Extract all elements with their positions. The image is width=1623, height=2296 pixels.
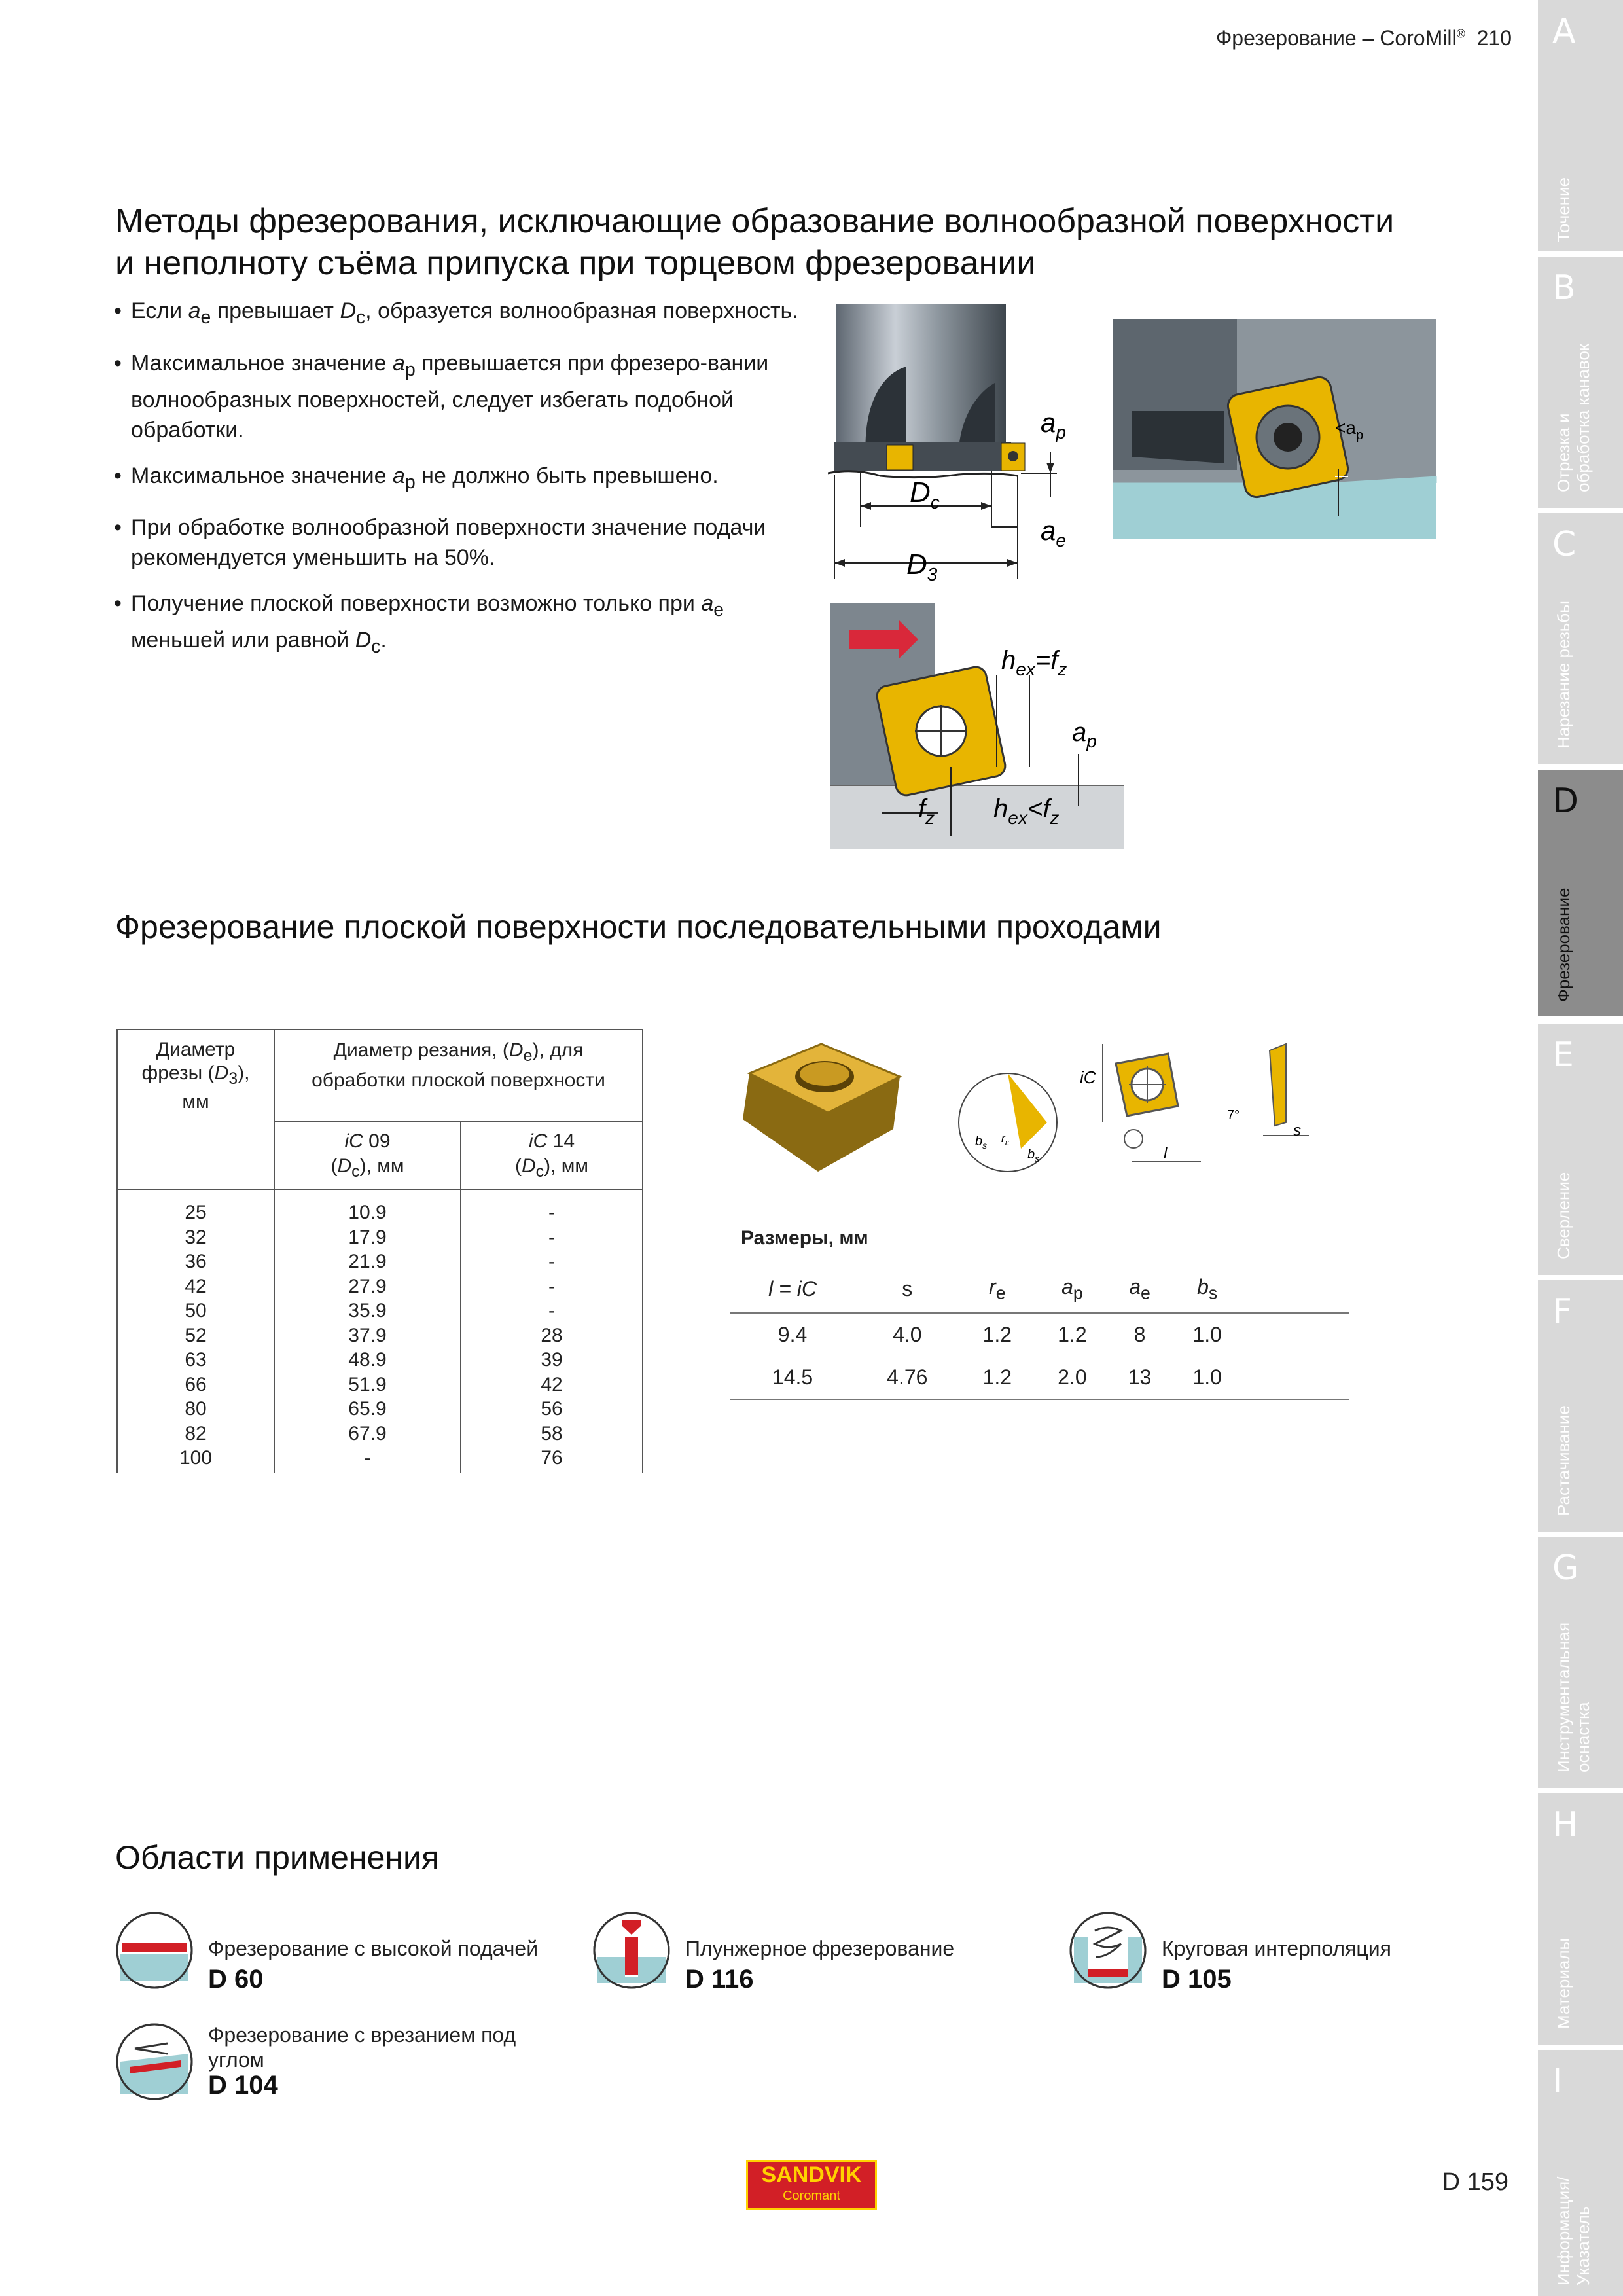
rs-label: $r_\varepsilon$	[1001, 1132, 1009, 1147]
header-re	[960, 1270, 1035, 1313]
arrow-head	[981, 502, 991, 510]
var: iC	[344, 1130, 363, 1153]
tab-b[interactable]	[1538, 257, 1623, 508]
tab-e[interactable]	[1538, 1024, 1623, 1275]
col-ic09-values	[274, 1189, 461, 1473]
angle-label: 7°	[1227, 1108, 1240, 1122]
text: l = iC	[768, 1277, 817, 1301]
header-title: Фрезерование – CoroMill	[1215, 26, 1457, 50]
cell: -	[548, 1275, 555, 1297]
application-ref[interactable]: D 60	[208, 1965, 264, 1994]
arrow-head	[1007, 559, 1018, 567]
text: Максимальное значение	[131, 463, 393, 488]
insert	[887, 445, 913, 470]
section1-title-line2: и неполноту съёма припуска при торцевом фрезеровании	[115, 244, 1036, 282]
cell: 1.2	[1058, 1323, 1087, 1347]
text: (	[514, 1155, 522, 1177]
col-ic14-values	[461, 1189, 643, 1473]
sub: e	[995, 1283, 1006, 1303]
s-label: s	[1293, 1122, 1301, 1139]
var: D	[340, 298, 356, 323]
tab-label: Нарезание резьбы	[1554, 601, 1573, 749]
text: ), мм	[544, 1155, 589, 1177]
cell: 48.9	[348, 1349, 387, 1371]
cutter-rim	[834, 442, 1011, 471]
d3-label: $D_3$	[906, 548, 938, 584]
cell: 28	[541, 1324, 563, 1346]
insert-geometry-drawing	[955, 1024, 1329, 1178]
tab-letter: H	[1552, 1805, 1578, 1844]
tab-label: Точение	[1554, 177, 1573, 242]
cell: 1.2	[982, 1323, 1012, 1347]
application-plunge[interactable]	[592, 1911, 1063, 2003]
lt-ap-label: $<a_p$	[1335, 418, 1364, 442]
arrow-head	[861, 502, 871, 510]
header-bs	[1169, 1270, 1245, 1313]
tab-letter: E	[1552, 1035, 1574, 1075]
cell: 36	[185, 1251, 207, 1272]
table-row	[730, 1356, 1349, 1399]
bullet-1	[114, 296, 801, 332]
application-circular-interpolation[interactable]	[1069, 1911, 1527, 2003]
text: Максимальное значение	[131, 350, 393, 376]
sub: c	[356, 306, 366, 328]
cell: 76	[541, 1447, 563, 1469]
cell: -	[548, 1251, 555, 1272]
bullet-4	[114, 512, 801, 573]
cell: 2.0	[1035, 1356, 1110, 1399]
bullet-3	[114, 461, 801, 497]
cell: 1.0	[1192, 1323, 1222, 1347]
application-high-feed[interactable]	[115, 1911, 586, 2003]
cell: 82	[185, 1422, 207, 1444]
insert-hole-inner	[800, 1062, 849, 1086]
tab-d[interactable]	[1538, 770, 1623, 1016]
dimensions-title: Размеры, мм	[741, 1227, 868, 1249]
cell: 66	[185, 1373, 207, 1395]
cell: 100	[179, 1447, 213, 1469]
cell: -	[364, 1447, 371, 1469]
hex-eq-fz-label: $h_{ex}=f_z$	[1001, 646, 1067, 679]
plunge-milling-icon	[592, 1911, 671, 1990]
chip-thickness-diagram	[830, 603, 1124, 849]
text: превышается при фрезеро-вании волнообразных поверхностей, следует избегать подобной обработки.	[131, 350, 769, 442]
cell: 17.9	[348, 1226, 387, 1248]
tab-label: Инструментальная оснастка	[1554, 1622, 1593, 1772]
bullet-5	[114, 588, 801, 662]
bs-label: $b_s$	[975, 1134, 988, 1151]
tab-letter: I	[1552, 2062, 1563, 2101]
text: мм	[182, 1091, 209, 1113]
text: 09	[363, 1130, 391, 1153]
arrow-head	[1046, 463, 1054, 473]
var: D	[521, 1155, 536, 1177]
high-feed-milling-icon	[115, 1911, 194, 1990]
running-header	[1113, 26, 1512, 50]
cell: 27.9	[348, 1275, 387, 1297]
cell: 8	[1133, 1323, 1146, 1347]
bullet-list	[114, 296, 801, 677]
text: 14	[547, 1130, 575, 1153]
text: , образуется волнообразная поверхность.	[365, 298, 798, 323]
sandvik-logo	[746, 2160, 877, 2210]
tab-label: Материалы	[1554, 1937, 1573, 2029]
section2-title: Фрезерование плоской поверхности последовательными проходами	[115, 908, 1162, 945]
tab-letter: D	[1552, 781, 1579, 821]
var: D	[355, 628, 372, 653]
application-ref[interactable]: D 116	[685, 1965, 754, 1994]
application-ramping[interactable]	[115, 2022, 586, 2114]
cell: 4.76	[855, 1356, 959, 1399]
tab-i[interactable]	[1538, 2050, 1623, 2296]
bullet-2	[114, 348, 801, 445]
tab-label: Отрезка и обработка канавок	[1554, 343, 1593, 492]
var: D	[214, 1062, 229, 1084]
text: Диаметр резания, (	[333, 1039, 509, 1061]
ap-label: $a_p$	[1041, 407, 1066, 442]
fz-label: $f_z$	[918, 795, 935, 828]
sub: p	[404, 359, 416, 380]
detail-marker	[1124, 1130, 1143, 1148]
bs-label: $b_s$	[1027, 1147, 1040, 1164]
chapter-tabs	[1538, 0, 1623, 2296]
sub: p	[404, 471, 416, 493]
application-label: Фрезерование с врезанием под углом	[208, 2023, 516, 2072]
cell: 80	[185, 1398, 207, 1420]
cell: 52	[185, 1324, 207, 1346]
col-header-cutting-diameter	[274, 1030, 643, 1122]
cell: 10.9	[348, 1202, 387, 1223]
sub: p	[1073, 1283, 1083, 1303]
sub: 3	[228, 1069, 238, 1088]
var: a	[188, 298, 201, 323]
registered-mark: ®	[1456, 27, 1465, 41]
col-header-cutter-diameter	[117, 1030, 274, 1189]
hex-lt-fz-label: $h_{ex}<f_z$	[993, 795, 1060, 828]
cell: 63	[185, 1349, 207, 1371]
logo-brand: SANDVIK	[761, 2162, 862, 2187]
dimensions-table	[730, 1270, 1349, 1400]
var: D	[508, 1039, 524, 1061]
text: ),	[238, 1062, 250, 1084]
tab-letter: C	[1552, 525, 1577, 564]
cell: 37.9	[348, 1324, 387, 1346]
cell: 39	[541, 1349, 563, 1371]
cell: 14.5	[730, 1356, 855, 1399]
text: b	[1197, 1275, 1209, 1299]
section1-title	[115, 200, 1522, 284]
cell: -	[548, 1226, 555, 1248]
tab-letter: F	[1552, 1292, 1572, 1331]
cell: 1.2	[960, 1356, 1035, 1399]
insert-screw	[1008, 451, 1018, 461]
tab-a[interactable]	[1538, 0, 1623, 251]
application-ref[interactable]: D 104	[208, 2071, 278, 2100]
cell: 35.9	[348, 1300, 387, 1321]
torx-screw	[1274, 423, 1302, 452]
text: ), мм	[359, 1155, 404, 1177]
cell: 4.0	[893, 1323, 922, 1347]
cell: 32	[185, 1226, 207, 1248]
insert-depth-diagram	[1113, 319, 1440, 539]
l-label: l	[1164, 1145, 1168, 1162]
text: Если	[131, 298, 188, 323]
var: a	[393, 463, 405, 488]
header-s	[855, 1270, 959, 1313]
application-ref[interactable]: D 105	[1162, 1965, 1232, 1994]
tab-label: Информация/ Указатель	[1554, 2176, 1593, 2286]
subheader-ic09	[274, 1122, 461, 1189]
page-number: D 159	[1442, 2168, 1508, 2196]
cell: 50	[185, 1300, 207, 1321]
col-cutter-diameter-values	[117, 1189, 274, 1473]
section1-title-line1: Методы фрезерования, исключающие образование волнообразной поверхности	[115, 202, 1395, 240]
cell: 13	[1110, 1356, 1170, 1399]
tab-label: Фрезерование	[1554, 888, 1573, 1002]
tab-letter: B	[1552, 268, 1576, 308]
sub: e	[200, 306, 211, 328]
cell: 9.4	[777, 1323, 808, 1347]
text: превышает	[211, 298, 340, 323]
text: Диаметр	[156, 1039, 236, 1060]
ap-label: $a_p$	[1072, 718, 1097, 751]
cell: 1.0	[1169, 1356, 1245, 1399]
text: фрезы (	[141, 1062, 215, 1084]
ic-label: iC	[1080, 1067, 1096, 1087]
header-ae	[1110, 1270, 1170, 1313]
text: При обработке волнообразной поверхности значение подачи рекомендуется уменьшить на 50%.	[131, 515, 766, 571]
application-label: Плунжерное фрезерование	[685, 1937, 955, 1960]
text: a	[1129, 1275, 1141, 1299]
dc-label: $D_c$	[910, 476, 940, 512]
cell: 21.9	[348, 1251, 387, 1272]
tab-label: Сверление	[1554, 1172, 1573, 1259]
application-label: Круговая интерполяция	[1162, 1937, 1391, 1960]
sub: c	[351, 1162, 360, 1181]
var: iC	[528, 1130, 548, 1153]
var: a	[393, 350, 405, 376]
table-row	[730, 1313, 1349, 1356]
circular-interpolation-icon	[1069, 1911, 1147, 1990]
text: Получение плоской поверхности возможно только при	[131, 591, 702, 617]
cell: 58	[541, 1422, 563, 1444]
sub: c	[535, 1162, 544, 1181]
header-page: 210	[1476, 26, 1512, 50]
tab-letter: A	[1552, 12, 1576, 51]
insert-3d-image	[730, 1037, 910, 1175]
var: a	[701, 591, 714, 617]
tab-letter: G	[1552, 1549, 1579, 1588]
var: D	[337, 1155, 352, 1177]
text: ), для	[532, 1039, 584, 1061]
cell: -	[548, 1202, 555, 1223]
cell: 25	[185, 1202, 207, 1223]
text: a	[1061, 1275, 1073, 1299]
tab-h[interactable]	[1538, 1793, 1623, 2045]
chip-pocket	[1132, 411, 1224, 463]
cell: 42	[541, 1373, 563, 1395]
tab-g[interactable]	[1538, 1537, 1623, 1788]
sub: s	[1208, 1283, 1218, 1303]
application-label: Фрезерование с высокой подачей	[208, 1937, 539, 1960]
text: .	[380, 628, 387, 653]
arrow-head	[834, 559, 845, 567]
cell: -	[548, 1300, 555, 1321]
cutting-diameter-table	[116, 1029, 643, 1473]
cutter-engagement-diagram	[828, 304, 1109, 586]
cell: 67.9	[348, 1422, 387, 1444]
text: меньшей или равной	[131, 628, 355, 653]
tab-c[interactable]	[1538, 513, 1623, 764]
logo-sub: Coromant	[783, 2189, 840, 2203]
ae-label: $a_e$	[1041, 515, 1066, 550]
header-spacer	[1245, 1270, 1349, 1313]
tab-f[interactable]	[1538, 1280, 1623, 1532]
tab-label: Растачивание	[1554, 1405, 1573, 1516]
insert-side-view	[1270, 1044, 1286, 1126]
sub: e	[523, 1047, 533, 1065]
cell-spacer	[1245, 1313, 1349, 1356]
ramping-icon	[115, 2022, 194, 2101]
cell: 51.9	[348, 1373, 387, 1395]
sub: e	[1141, 1283, 1150, 1303]
header-l-ic	[730, 1270, 855, 1313]
text: не должно быть превышено.	[415, 463, 719, 488]
text: (	[330, 1155, 338, 1177]
subheader-ic14	[461, 1122, 643, 1189]
section3-title: Области применения	[115, 1839, 440, 1876]
text: обработки плоской поверхности	[312, 1069, 605, 1091]
header-ap	[1035, 1270, 1110, 1313]
cell-spacer	[1245, 1356, 1349, 1399]
text: s	[902, 1277, 913, 1301]
cell: 42	[185, 1275, 207, 1297]
text: r	[989, 1275, 996, 1299]
sub: c	[371, 636, 381, 657]
cell: 65.9	[348, 1398, 387, 1420]
sub: e	[713, 600, 724, 621]
cell: 56	[541, 1398, 563, 1420]
workpiece	[830, 785, 1124, 849]
